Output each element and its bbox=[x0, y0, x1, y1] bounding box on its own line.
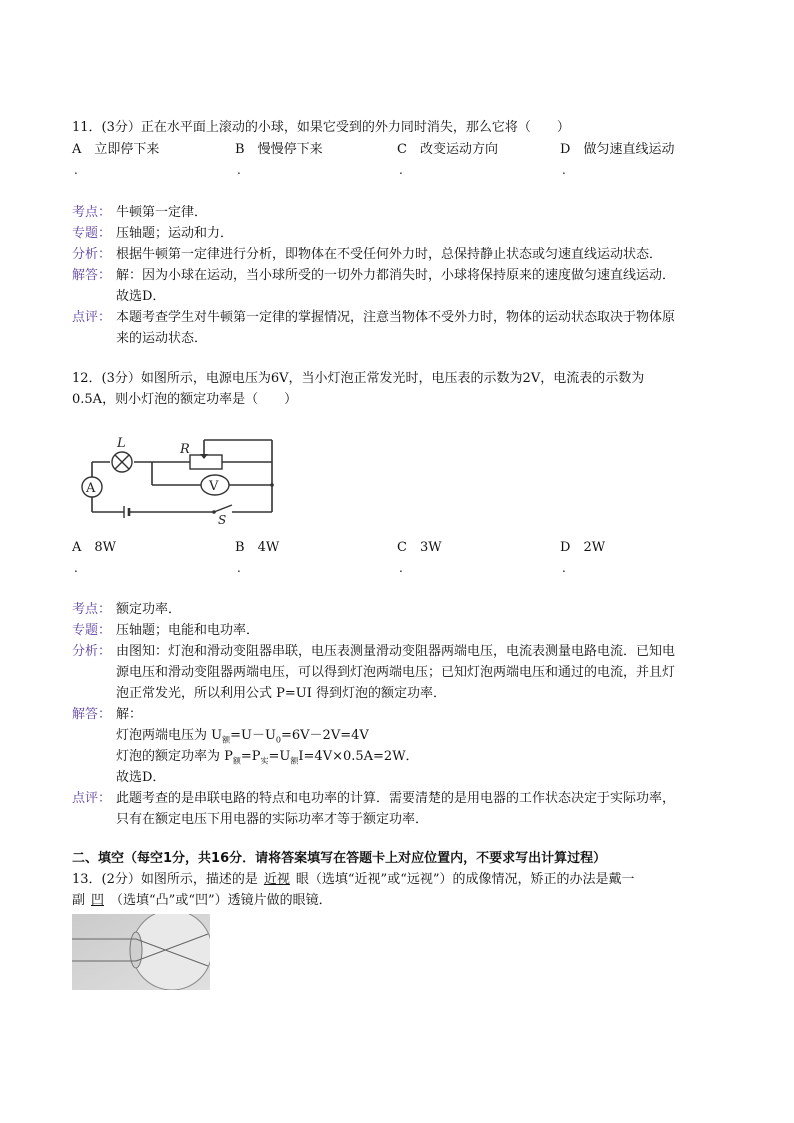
q12-fenxi-line2: 源电压和滑动变阻器两端电压，可以得到灯泡两端电压；已知灯泡两端电压和通过的电流，并且灯 bbox=[116, 665, 676, 680]
q11-dianping-cont: 来的运动状态． bbox=[116, 331, 208, 346]
q11-option-a: A 立即停下来 bbox=[72, 142, 160, 157]
q13-stem-line2: 副 凹 （选填“凸”或“凹”）透镜片做的眼镜． bbox=[72, 893, 332, 908]
lamp-label: L bbox=[117, 436, 126, 451]
svg-text:V: V bbox=[209, 479, 219, 494]
q12-jieda-line2: 灯泡的额定功率为 $P_额=P_实=U_额I=4V\times 0.5A=2W$． bbox=[116, 749, 419, 766]
q11-jieda: 解答： 解：因为小球在运动，当小球所受的一切外力都消失时，小球将保持原来的速度做匀速直线运动． bbox=[72, 268, 676, 283]
q12-fenxi-line3: 泡正常发光，所以利用公式 P=UI 得到灯泡的额定功率． bbox=[116, 686, 446, 701]
dot: . bbox=[237, 561, 241, 575]
q12-stem-line2: 0.5A，则小灯泡的额定功率是（ ） bbox=[72, 392, 298, 407]
q11-option-c: C 改变运动方向 bbox=[397, 142, 498, 157]
q12-circuit-diagram bbox=[72, 432, 282, 524]
dot: . bbox=[237, 163, 241, 177]
resistor-label: R bbox=[180, 442, 190, 457]
dot: . bbox=[399, 163, 403, 177]
q12-jieda: 解答： 解： bbox=[72, 707, 143, 722]
q11-kaodian: 考点： 牛顿第一定律． bbox=[72, 205, 208, 220]
q12-option-b: B 4W bbox=[235, 540, 280, 555]
q11-option-d: D 做匀速直线运动 bbox=[560, 142, 675, 157]
q12-fenxi: 分析： 由图知：灯泡和滑动变阻器串联，电压表测量滑动变阻器两端电压，电流表测量电路电流．已知电 bbox=[72, 644, 676, 659]
q11-option-b: B 慢慢停下来 bbox=[235, 142, 323, 157]
q12-kaodian: 考点： 额定功率． bbox=[72, 602, 182, 617]
q11-fenxi: 分析： 根据牛顿第一定律进行分析，即物体在不受任何外力时，总保持静止状态或匀速直线运动状态． bbox=[72, 247, 663, 262]
q11-stem: 11．(3分）正在水平面上滚动的小球，如果它受到的外力同时消失，那么它将（ ） bbox=[72, 120, 570, 135]
q12-option-d: D 2W bbox=[560, 540, 606, 555]
q13-blank-2: 凹 bbox=[91, 893, 105, 908]
q13-stem-line1: 13．(2分）如图所示，描述的是 近视 眼（选填“近视”或“远视”）的成像情况，矫正的办法是戴一 bbox=[72, 872, 635, 887]
lamp-symbol bbox=[112, 452, 132, 472]
q11-jieda-conclusion: 故选D． bbox=[116, 289, 166, 304]
q12-jieda-conclusion: 故选D． bbox=[116, 770, 166, 785]
q13-eye-diagram bbox=[72, 914, 210, 990]
q12-stem-line1: 12．(3分）如图所示，电源电压为6V，当小灯泡正常发光时，电压表的示数为2V，电流表的示数为 bbox=[72, 371, 645, 386]
dot: . bbox=[74, 163, 78, 177]
q11-zhuanti: 专题： 压轴题；运动和力． bbox=[72, 226, 234, 241]
voltmeter-symbol bbox=[201, 475, 229, 495]
switch-label: S bbox=[218, 513, 227, 524]
dot: . bbox=[399, 561, 403, 575]
q12-jieda-line1: 灯泡两端电压为 $U_额=U-U_0=6V-2V=4V$ bbox=[116, 728, 369, 745]
svg-text:A: A bbox=[86, 481, 96, 496]
q12-option-a: A 8W bbox=[72, 540, 117, 555]
section-2-title: 二、填空（每空1分，共16分．请将答案填写在答题卡上对应位置内，不要求写出计算过程） bbox=[72, 851, 607, 866]
ammeter-symbol bbox=[82, 477, 102, 497]
dot: . bbox=[74, 561, 78, 575]
q12-zhuanti: 专题： 压轴题；电能和电功率． bbox=[72, 623, 260, 638]
q12-dianping-cont: 只有在额定电压下用电器的实际功率才等于额定功率． bbox=[116, 812, 429, 827]
q11-dianping: 点评： 本题考查学生对牛顿第一定律的掌握情况，注意当物体不受外力时，物体的运动状态取决于物体原 bbox=[72, 310, 676, 325]
q12-option-c: C 3W bbox=[397, 540, 442, 555]
dot: . bbox=[562, 561, 566, 575]
dot: . bbox=[562, 163, 566, 177]
q13-blank-1: 近视 bbox=[263, 872, 290, 887]
resistor-symbol bbox=[190, 455, 222, 469]
q12-dianping: 点评： 此题考查的是串联电路的特点和电功率的计算．需要清楚的是用电器的工作状态决定于实际功率， bbox=[72, 791, 676, 806]
